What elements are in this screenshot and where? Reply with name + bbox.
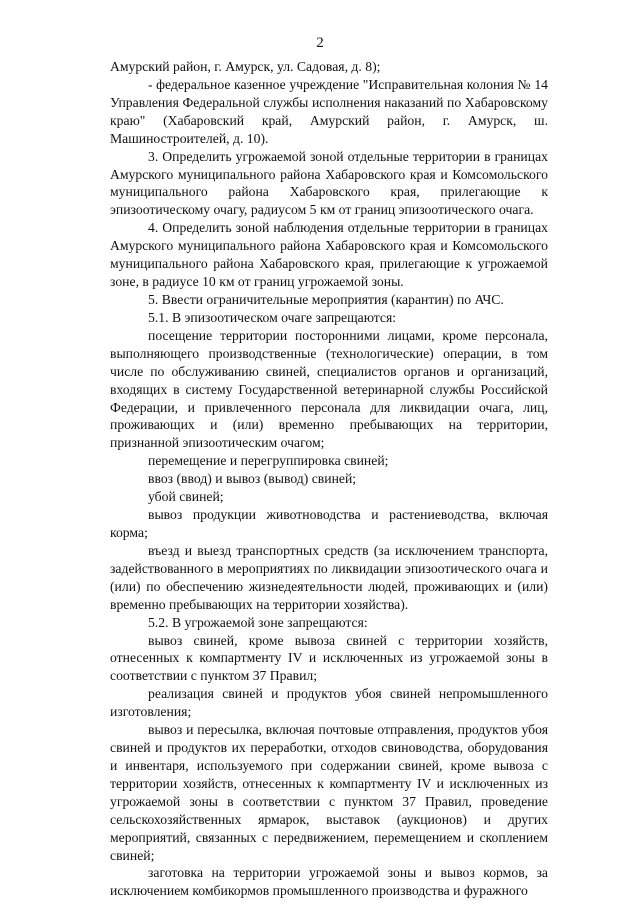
paragraph: въезд и выезд транспортных средств (за исключением транспорта, задействованного в мероприятиях по ликвидации эпизоотического очага и (или) по обеспечению жизнедеятельности людей, проживающих и (или) временно пребывающих на территории хозяйства). — [110, 542, 548, 612]
paragraph: Амурский район, г. Амурск, ул. Садовая, д. 8); — [110, 59, 381, 74]
paragraph: 3. Определить угрожаемой зоной отдельные территории в границах Амурского муниципального района Хабаровского края и Комсомольского муниципального района Хабаровского края, прилегающие к эпизоотическому очагу, радиусом 5 км от границ эпизоотического очага. — [110, 148, 548, 218]
paragraph: заготовка на территории угрожаемой зоны и вывоз кормов, за исключением комбикормов промышленного производства и фуражного — [110, 865, 548, 899]
paragraph: вывоз продукции животноводства и растениеводства, включая корма; — [110, 507, 548, 540]
paragraph: ввоз (ввод) и вывоз (вывод) свиней; — [148, 471, 357, 487]
document-body — [110, 58, 548, 900]
paragraph: 5. Ввести ограничительные мероприятия (карантин) по АЧС. — [148, 291, 504, 307]
paragraph: реализация свиней и продуктов убоя свиней непромышленного изготовления; — [110, 686, 548, 720]
paragraph: вывоз и пересылка, включая почтовые отправления, продуктов убоя свиней и продуктов их переработки, отходов свиноводства, оборудования и инвентаря, используемого при содержании свиней, кроме вывоза с территории хозяйств, отнесенных к компартменту IV и исключенных из угрожаемой зоны в соответствии с пунктом 37 Правил, проведение сельскохозяйственных ярмарок, выставок (аукционов) и других мероприятий, связанных с передвижением, перемещением и скоплением свиней; — [110, 722, 548, 863]
paragraph: убой свиней; — [148, 489, 224, 505]
paragraph: 4. Определить зоной наблюдения отдельные территории в границах Амурского муниципального района Хабаровского края и Комсомольского муниципального района Хабаровского края, прилегающие к угрожаемой зоне, в радиусе 10 км от границ угрожаемой зоны. — [110, 220, 548, 290]
paragraph: посещение территории посторонними лицами, кроме персонала, выполняющего производственные (технологические) операции, в том числе по обслуживанию свиней, специалистов органов и организаций, входящих в систему Государственной ветеринарной службы Российской Федерации, и привлеченного персонала для ликвидации очага, лиц, проживающих и (или) временно пребывающих на территории, признанной эпизоотическим очагом; — [110, 327, 548, 451]
paragraph: 5.1. В эпизоотическом очаге запрещаются: — [148, 309, 397, 325]
paragraph: - федеральное казенное учреждение "Исправительная колония № 14 Управления Федеральной службы исполнения наказаний по Хабаровскому краю" (Хабаровский край, Амурский район, г. Амурск, ш. Машиностроителей, д. 10). — [110, 76, 548, 146]
page-number: 2 — [316, 35, 324, 51]
paragraph: 5.2. В угрожаемой зоне запрещаются: — [148, 614, 368, 630]
paragraph: вывоз свиней, кроме вывоза свиней с территории хозяйств, отнесенных к компартменту IV и исключенных из угрожаемой зоны в соответствии с пунктом 37 Правил; — [110, 632, 548, 684]
paragraph: перемещение и перегруппировка свиней; — [148, 453, 389, 469]
